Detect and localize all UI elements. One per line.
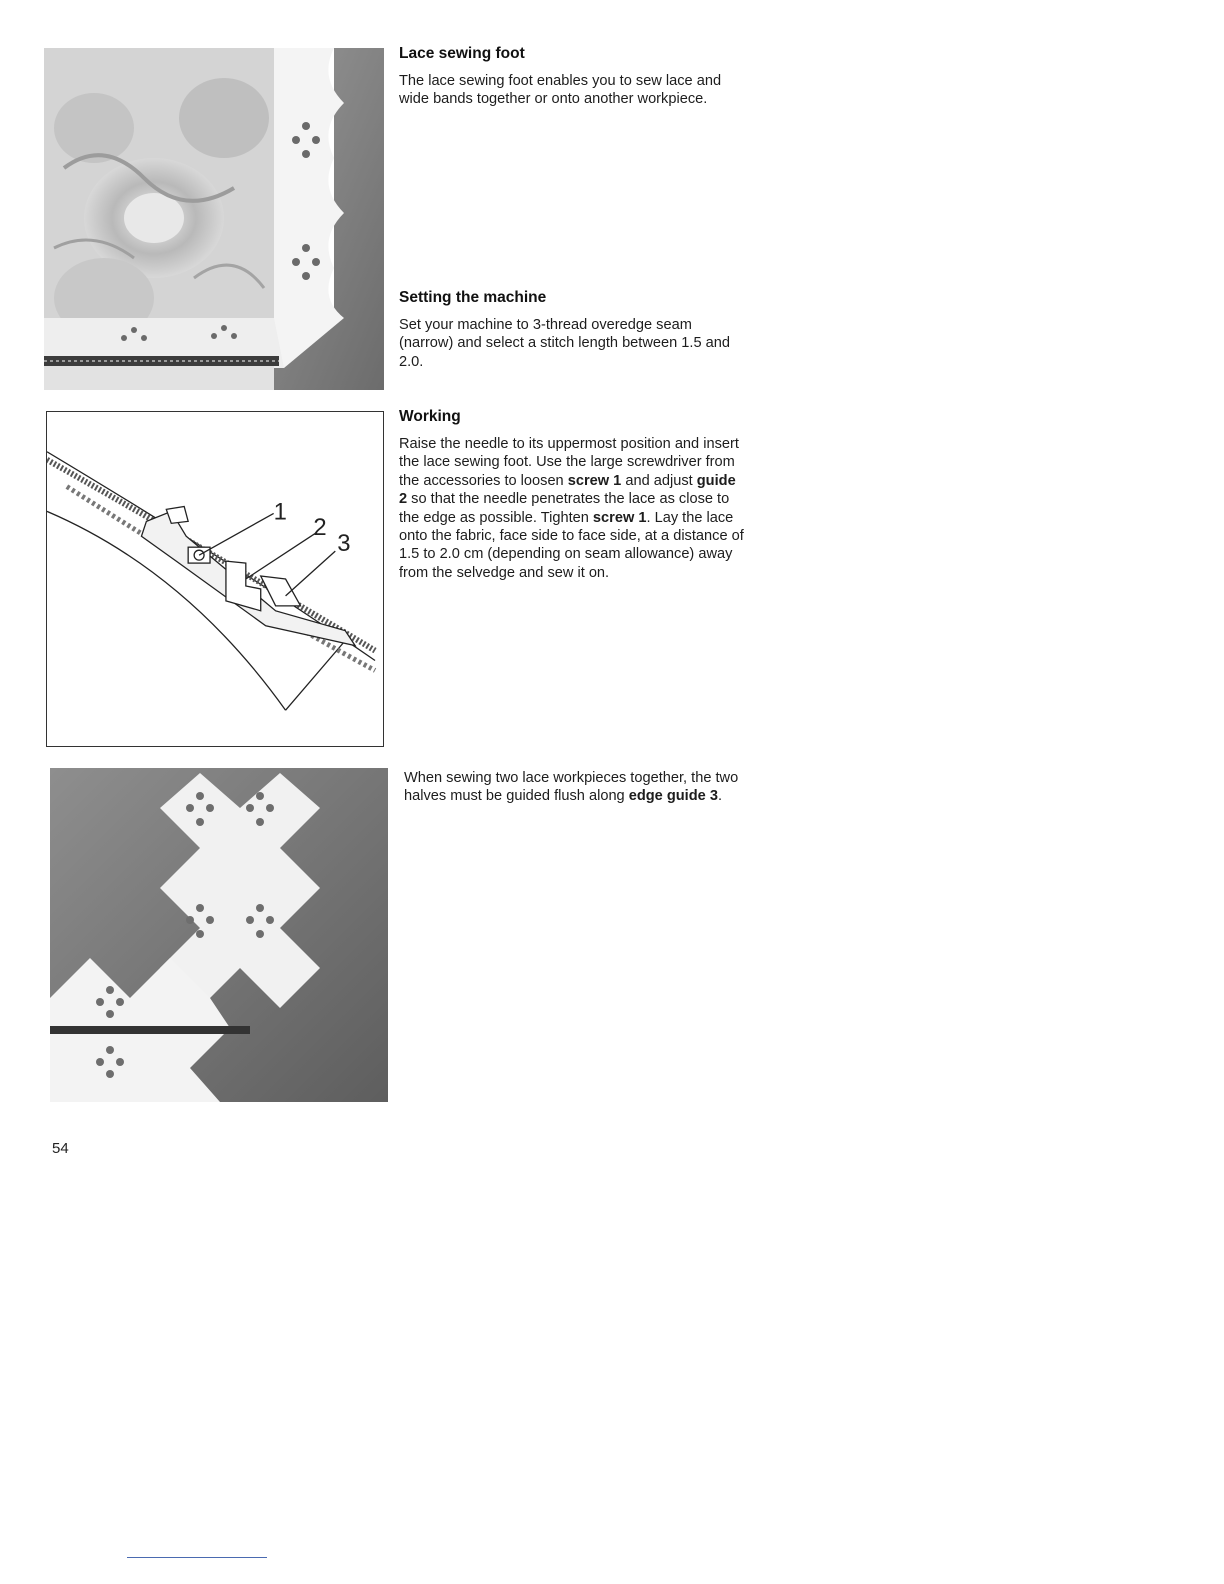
guide-2-ref: guide 2 [399,472,736,508]
working-heading: Working [399,408,461,425]
working-text: Raise the needle to its uppermost position and insert the lace sewing foot. Use the large screwdriver from the accessories to loosen screw 1 and adjust guide 2 so that the needle penetrates the lace as close to the edge as possible. Tighten screw 1. Lay the lace onto the fabric, face side to face side, at a distance of 1.5 to 2.0 cm (depending on seam allowance) away from the selvedge and sew it on. [399,436,744,581]
lace-foot-diagram [46,411,384,747]
edge-guide-3-ref: edge guide 3 [628,788,718,805]
lace-foot-heading: Lace sewing foot [399,45,525,62]
joined-lace-photo [50,768,388,1102]
diagram-label-2: 2 [313,514,327,542]
two-pieces-text: When sewing two lace workpieces together, the two halves must be guided flush along edge guide 3. [404,770,739,805]
setting-section [399,289,744,371]
setting-heading: Setting the machine [399,289,547,306]
two-pieces-section [404,769,749,806]
lace-foot-section [399,45,744,109]
diagram-label-3: 3 [337,530,351,558]
diagram-label-1: 1 [273,498,287,526]
page-number: 54 [52,1140,69,1157]
setting-text: Set your machine to 3-thread overedge seam (narrow) and select a stitch length between 1.5 and 2.0. [399,317,730,370]
screw-1-ref-2: screw 1 [592,509,647,526]
working-section [399,408,744,582]
screw-1-ref: screw 1 [567,472,622,489]
lace-foot-text: The lace sewing foot enables you to sew lace and wide bands together or onto another workpiece. [399,73,722,108]
lace-fabric-photo [44,48,384,390]
bottom-rule [127,1557,267,1558]
